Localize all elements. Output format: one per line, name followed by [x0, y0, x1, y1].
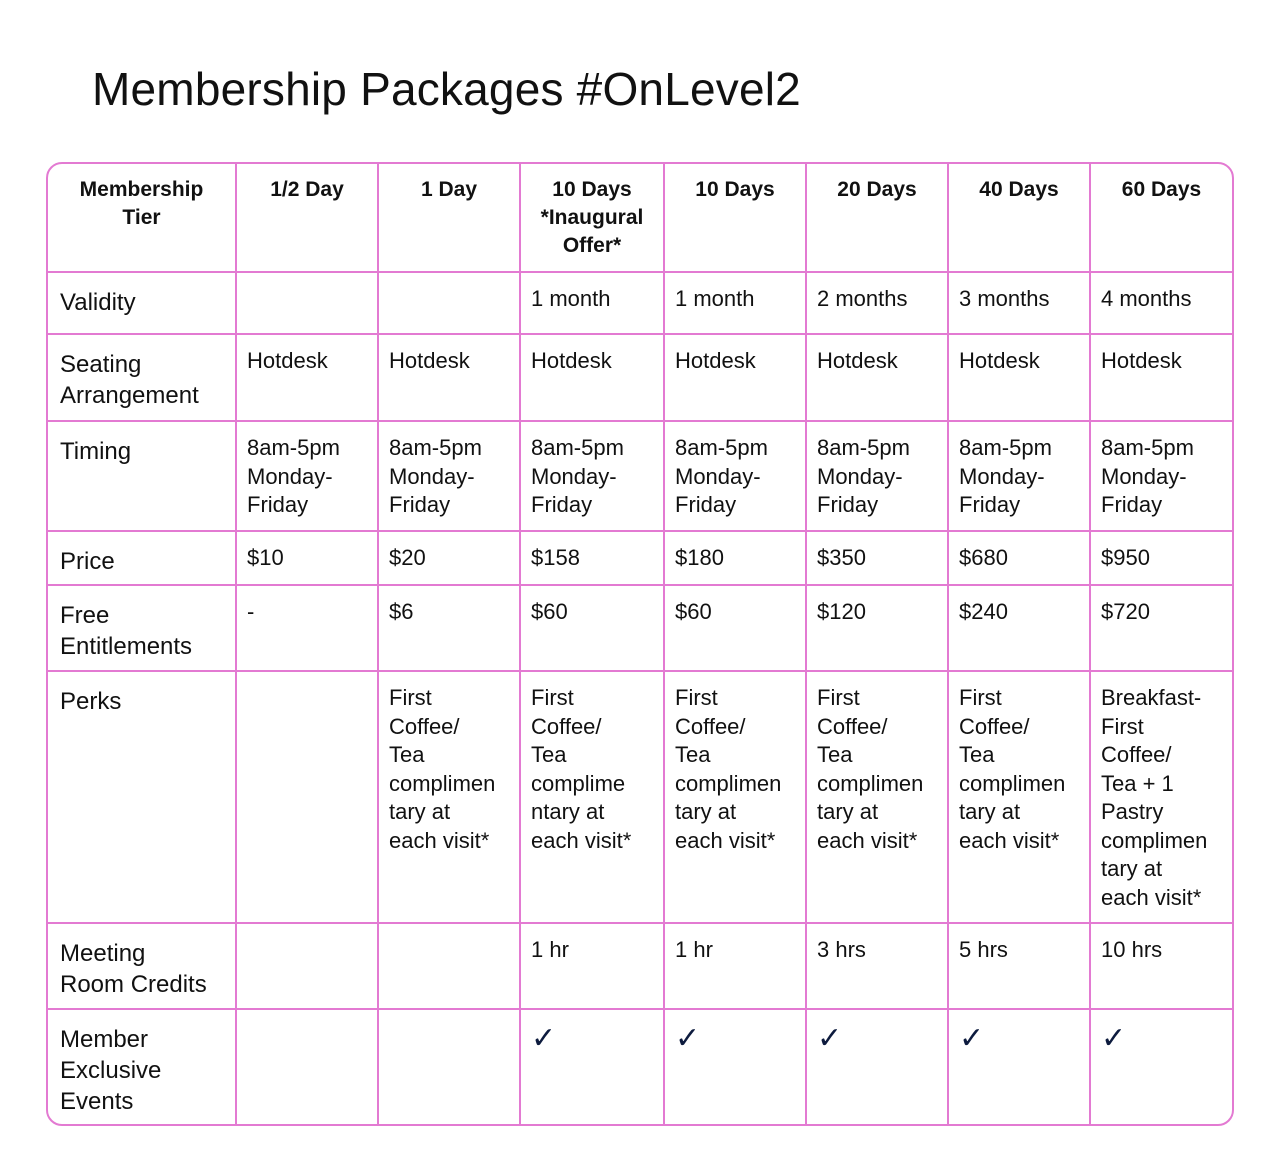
table-cell: Hotdesk — [664, 334, 806, 421]
table-cell — [1090, 1009, 1232, 1126]
table-cell: 3 hrs — [806, 923, 948, 1009]
row-label-timing: Timing — [48, 421, 236, 531]
table-cell: First Coffee/ Tea complimen tary at each visit* — [664, 671, 806, 923]
table-cell: 10 hrs — [1090, 923, 1232, 1009]
table-cell: $10 — [236, 531, 378, 585]
table-cell: 8am-5pm Monday- Friday — [948, 421, 1090, 531]
table-cell: Hotdesk — [1090, 334, 1232, 421]
table-cell: Hotdesk — [378, 334, 520, 421]
table-cell: 1 hr — [520, 923, 664, 1009]
table-cell — [378, 923, 520, 1009]
table-cell — [378, 272, 520, 334]
table-cell: $950 — [1090, 531, 1232, 585]
table-row-seating — [48, 334, 1232, 421]
table-row-meeting-room-credits — [48, 923, 1232, 1009]
table-row-timing — [48, 421, 1232, 531]
checkmark-icon: ✓ — [675, 1021, 701, 1056]
table-row-price — [48, 531, 1232, 585]
header-cell-20-days: 20 Days — [806, 164, 948, 272]
table-cell — [378, 1009, 520, 1126]
row-label-seating-arrangement: Seating Arrangement — [48, 334, 236, 421]
checkmark-icon: ✓ — [1101, 1021, 1127, 1056]
header-row — [48, 164, 1232, 272]
header-cell-1-day: 1 Day — [378, 164, 520, 272]
table-cell: - — [236, 585, 378, 671]
table-cell: Breakfast- First Coffee/ Tea + 1 Pastry complimen tary at each visit* — [1090, 671, 1232, 923]
table-cell: $180 — [664, 531, 806, 585]
header-cell-10-days: 10 Days — [664, 164, 806, 272]
table-row-validity — [48, 272, 1232, 334]
table-cell: 8am-5pm Monday- Friday — [1090, 421, 1232, 531]
table-cell: $120 — [806, 585, 948, 671]
table-cell: 5 hrs — [948, 923, 1090, 1009]
table-cell: 8am-5pm Monday- Friday — [236, 421, 378, 531]
table-cell: 1 hr — [664, 923, 806, 1009]
header-cell-10-days-inaugural: 10 Days *Inaugural Offer* — [520, 164, 664, 272]
row-label-free-entitlements: Free Entitlements — [48, 585, 236, 671]
table-row-free-entitlements — [48, 585, 1232, 671]
checkmark-icon: ✓ — [959, 1021, 985, 1056]
table-row-perks — [48, 671, 1232, 923]
header-cell-40-days: 40 Days — [948, 164, 1090, 272]
table-cell: 8am-5pm Monday- Friday — [520, 421, 664, 531]
table-cell: First Coffee/ Tea complimen tary at each visit* — [948, 671, 1090, 923]
row-label-perks: Perks — [48, 671, 236, 923]
table-cell — [806, 1009, 948, 1126]
table-cell: Hotdesk — [948, 334, 1090, 421]
checkmark-icon: ✓ — [817, 1021, 843, 1056]
table-cell: Hotdesk — [806, 334, 948, 421]
table-cell: 1 month — [520, 272, 664, 334]
table-cell: 4 months — [1090, 272, 1232, 334]
table-cell: First Coffee/ Tea complime ntary at each visit* — [520, 671, 664, 923]
table-cell: $240 — [948, 585, 1090, 671]
table-cell: $720 — [1090, 585, 1232, 671]
header-cell-half-day: 1/2 Day — [236, 164, 378, 272]
checkmark-icon: ✓ — [531, 1021, 557, 1056]
row-label-member-exclusive-events: Member Exclusive Events — [48, 1009, 236, 1126]
table-cell — [236, 1009, 378, 1126]
table-cell — [236, 923, 378, 1009]
table-cell: Hotdesk — [520, 334, 664, 421]
table-cell: $20 — [378, 531, 520, 585]
table-cell: $158 — [520, 531, 664, 585]
membership-table — [48, 164, 1232, 1126]
table-cell — [948, 1009, 1090, 1126]
header-cell-60-days: 60 Days — [1090, 164, 1232, 272]
row-label-validity: Validity — [48, 272, 236, 334]
table-cell: First Coffee/ Tea complimen tary at each visit* — [378, 671, 520, 923]
table-cell: $6 — [378, 585, 520, 671]
table-cell — [236, 671, 378, 923]
table-cell: $60 — [664, 585, 806, 671]
membership-table-container — [46, 162, 1234, 1126]
table-cell: 2 months — [806, 272, 948, 334]
page-title: Membership Packages #OnLevel2 — [92, 63, 801, 115]
table-cell — [236, 272, 378, 334]
table-cell: $60 — [520, 585, 664, 671]
table-cell: $350 — [806, 531, 948, 585]
table-cell: 8am-5pm Monday- Friday — [806, 421, 948, 531]
table-cell — [520, 1009, 664, 1126]
table-cell: 8am-5pm Monday- Friday — [378, 421, 520, 531]
header-cell-membership-tier: Membership Tier — [48, 164, 236, 272]
row-label-meeting-room-credits: Meeting Room Credits — [48, 923, 236, 1009]
table-cell: Hotdesk — [236, 334, 378, 421]
table-cell: 8am-5pm Monday- Friday — [664, 421, 806, 531]
table-row-member-exclusive-events — [48, 1009, 1232, 1126]
table-cell — [664, 1009, 806, 1126]
table-cell: First Coffee/ Tea complimen tary at each visit* — [806, 671, 948, 923]
table-cell: 1 month — [664, 272, 806, 334]
row-label-price: Price — [48, 531, 236, 585]
table-cell: $680 — [948, 531, 1090, 585]
table-cell: 3 months — [948, 272, 1090, 334]
